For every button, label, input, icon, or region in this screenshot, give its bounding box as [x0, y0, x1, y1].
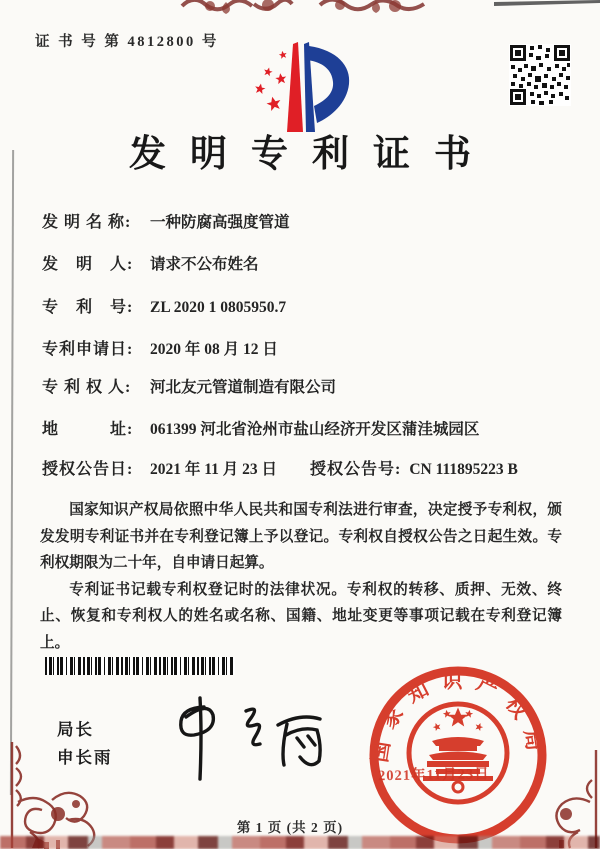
field-value: 请求不公布姓名: [150, 256, 259, 273]
photo-edge-line: [494, 0, 600, 8]
field-label: 授权公告号:: [310, 461, 402, 478]
field-label: 专 利 权 人:: [42, 379, 132, 396]
field-value: 一种防腐高强度管道: [150, 214, 290, 231]
field-value: ZL 2020 1 0805950.7: [150, 299, 287, 316]
legal-paragraph-1: 国家知识产权局依照中华人民共和国专利法进行审查，决定授予专利权，颁发发明专利证书并在专利登记簿上予以登记。专利权自授权公告之日起生效。专利权期限为二十年，自申请日起算。: [40, 502, 562, 571]
field-invention-name: [42, 209, 290, 231]
field-grant-number: [310, 456, 518, 479]
field-inventor: [42, 251, 259, 273]
field-address: [42, 416, 479, 438]
field-value: 061399 河北省沧州市盐山经济开发区蒲洼城园区: [150, 421, 480, 438]
page-edge-shadow: [10, 150, 14, 795]
field-value: 河北友元管道制造有限公司: [150, 379, 337, 396]
field-label: 地 址:: [42, 421, 134, 438]
field-label: 授权公告日:: [42, 461, 134, 478]
director-title: 局长: [57, 721, 94, 739]
legal-text: [40, 497, 562, 656]
seal-date: 2021年11月23日: [377, 766, 490, 785]
field-value: 2020 年 08 月 12 日: [150, 341, 278, 358]
national-emblem-icon: [409, 704, 507, 802]
barcode-icon: [45, 657, 235, 675]
field-patent-number: [42, 294, 286, 316]
top-ornament: [180, 0, 430, 18]
field-value: 2021 年 11 月 23 日: [150, 461, 278, 478]
seal-text: 国家知识产权局: [367, 668, 549, 764]
corner-ornament-right: [550, 750, 600, 849]
page-number: 第 1 页 (共 2 页): [236, 820, 344, 835]
bottom-border-strip: [0, 836, 600, 849]
cnipa-logo-icon: [240, 40, 360, 136]
field-patentee: [42, 374, 336, 396]
qr-code-icon: [509, 44, 571, 106]
field-grant-date: [42, 456, 277, 478]
corner-ornament-left: [8, 742, 108, 849]
legal-paragraph-2: 专利证书记载专利权登记时的法律状况。专利权的转移、质押、无效、终止、恢复和专利权人的姓名或名称、国籍、地址变更等事项记载在专利登记簿上。: [40, 581, 562, 651]
field-filing-date: [42, 336, 278, 358]
field-label: 专利申请日:: [42, 341, 134, 358]
certificate-number: 证 书 号 第 4812800 号: [35, 34, 219, 50]
director-signature-icon: [150, 693, 330, 785]
certificate-title: 发明专利证书: [129, 134, 495, 175]
field-label: 发 明 名 称:: [42, 214, 132, 231]
field-label: 专 利 号:: [42, 299, 134, 316]
director-name: 申长雨: [57, 749, 113, 767]
field-value: CN 111895223 B: [409, 461, 518, 478]
field-label: 发 明 人:: [42, 256, 134, 273]
